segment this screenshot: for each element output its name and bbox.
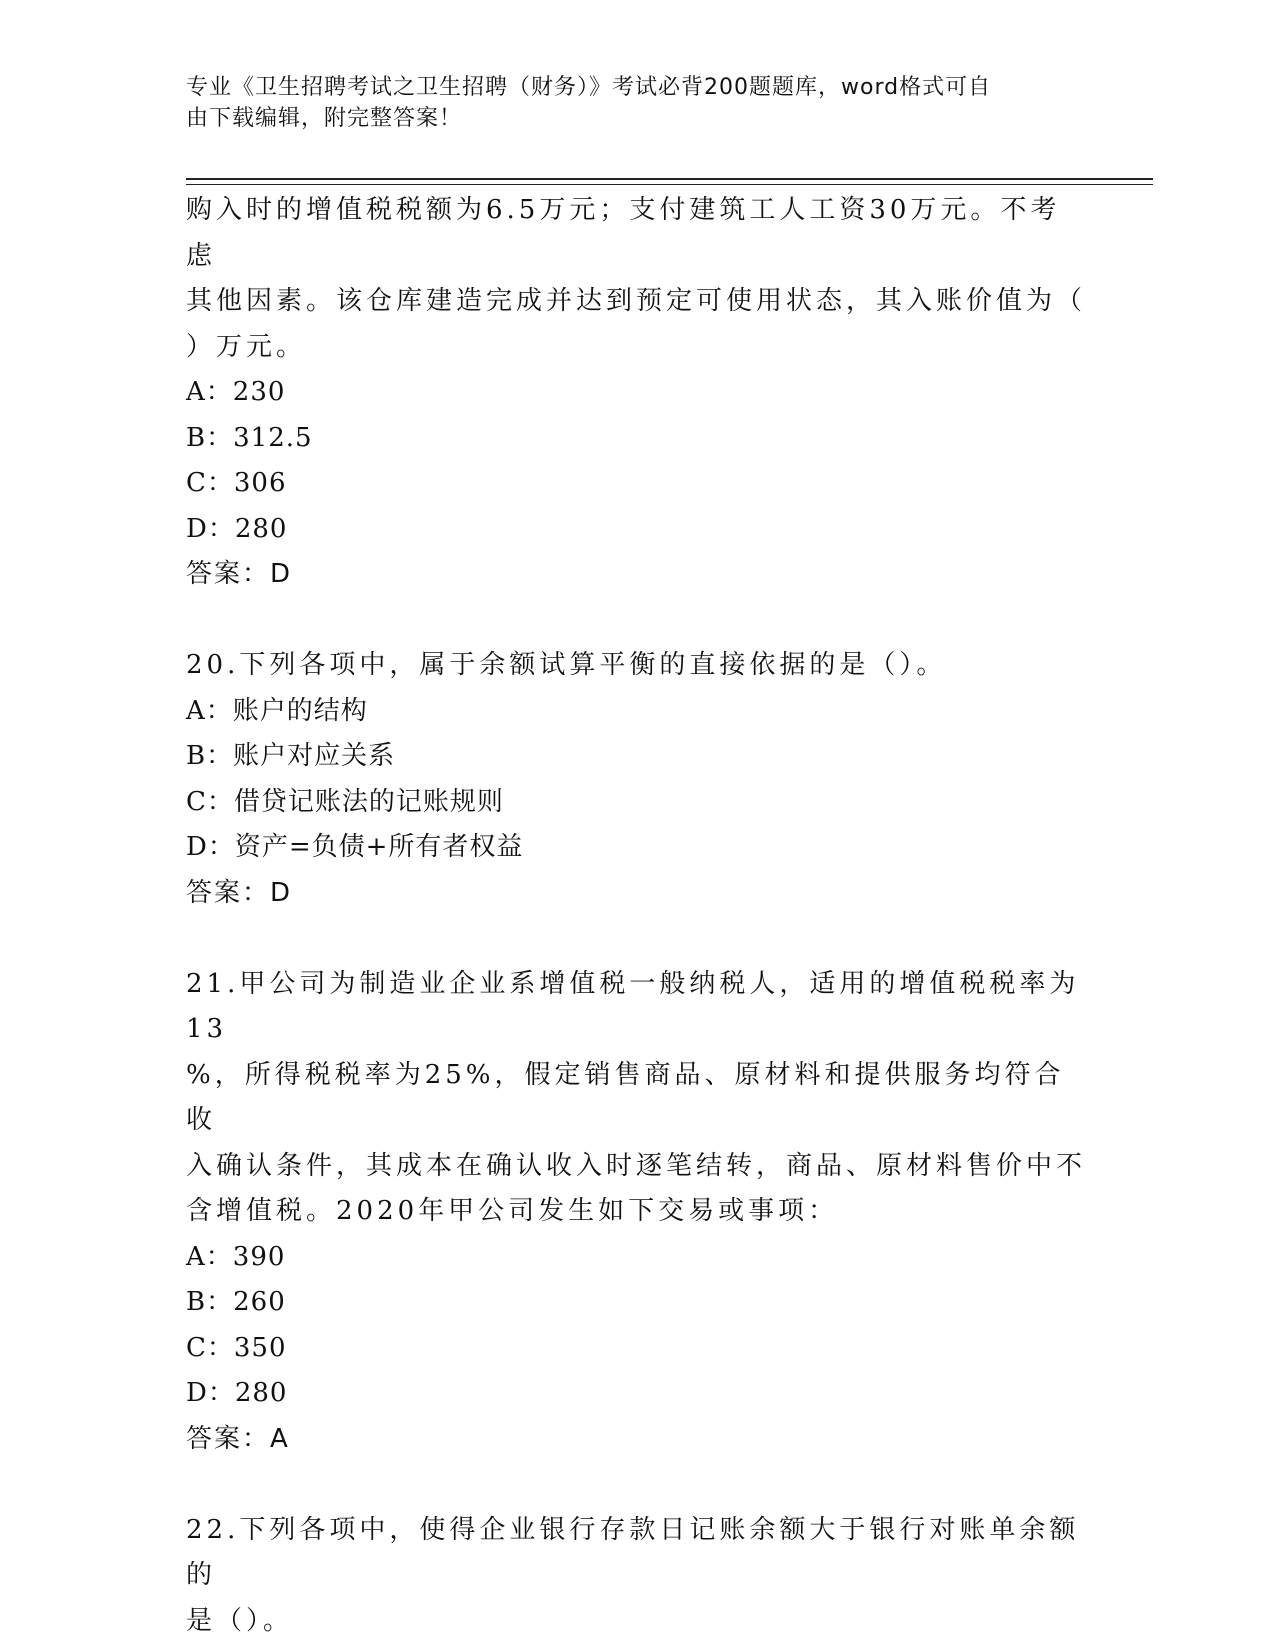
option-d: D：资产=负债+所有者权益 bbox=[186, 832, 524, 862]
question-text-line: 入确认条件，其成本在确认收入时逐笔结转，商品、原材料售价中不 bbox=[186, 1150, 1087, 1181]
option-c: C：306 bbox=[186, 468, 287, 498]
option-a: A：390 bbox=[186, 1241, 286, 1272]
question-text-line: 含增值税。2020年甲公司发生如下交易或事项： bbox=[186, 1196, 839, 1226]
question-text-line: 22.下列各项中，使得企业银行存款日记账余额大于银行对账单余额的 bbox=[186, 1514, 1080, 1590]
header-line-2: 由下载编辑，附完整答案！ bbox=[186, 106, 463, 131]
answer-line: 答案：D bbox=[186, 877, 293, 908]
answer-line: 答案：A bbox=[186, 1423, 290, 1454]
option-c: C：借贷记账法的记账规则 bbox=[186, 786, 504, 817]
answer-line: 答案：D bbox=[186, 559, 293, 589]
option-d: D：280 bbox=[186, 1378, 288, 1408]
question-text-line: 20.下列各项中，属于余额试算平衡的直接依据的是（）。 bbox=[186, 650, 947, 680]
header-divider-thin bbox=[186, 184, 1153, 185]
question-text-line: %，所得税税率为25%，假定销售商品、原材料和提供服务均符合收 bbox=[186, 1059, 1065, 1135]
option-b: B：312.5 bbox=[186, 422, 313, 453]
option-b: B：账户对应关系 bbox=[186, 741, 396, 771]
question-21 bbox=[186, 962, 1086, 1463]
option-d: D：280 bbox=[186, 513, 288, 544]
option-a: A：230 bbox=[186, 377, 286, 407]
question-text-line: 购入时的增值税税额为6.5万元；支付建筑工人工资30万元。不考虑 bbox=[186, 195, 1061, 271]
question-22 bbox=[186, 1508, 1086, 1645]
question-text-line: 其他因素。该仓库建造完成并达到预定可使用状态，其入账价值为（ bbox=[186, 286, 1087, 316]
question-19-continued bbox=[186, 188, 1086, 598]
header-divider-thick bbox=[186, 178, 1153, 180]
option-b: B：260 bbox=[186, 1287, 286, 1317]
question-text-line: 21.甲公司为制造业企业系增值税一般纳税人，适用的增值税税率为13 bbox=[186, 968, 1080, 1044]
document-body bbox=[186, 188, 1086, 1644]
header-line-1: 专业《卫生招聘考试之卫生招聘（财务）》考试必背200题题库，word格式可自 bbox=[186, 75, 992, 100]
spacer bbox=[186, 1462, 1086, 1508]
question-text-line: ）万元。 bbox=[186, 331, 307, 362]
question-20 bbox=[186, 643, 1086, 916]
document-header bbox=[186, 72, 1086, 134]
spacer bbox=[186, 916, 1086, 962]
option-c: C：350 bbox=[186, 1332, 287, 1363]
option-a: A：账户的结构 bbox=[186, 695, 368, 726]
spacer bbox=[186, 598, 1086, 644]
question-text-line: 是（）。 bbox=[186, 1605, 294, 1636]
